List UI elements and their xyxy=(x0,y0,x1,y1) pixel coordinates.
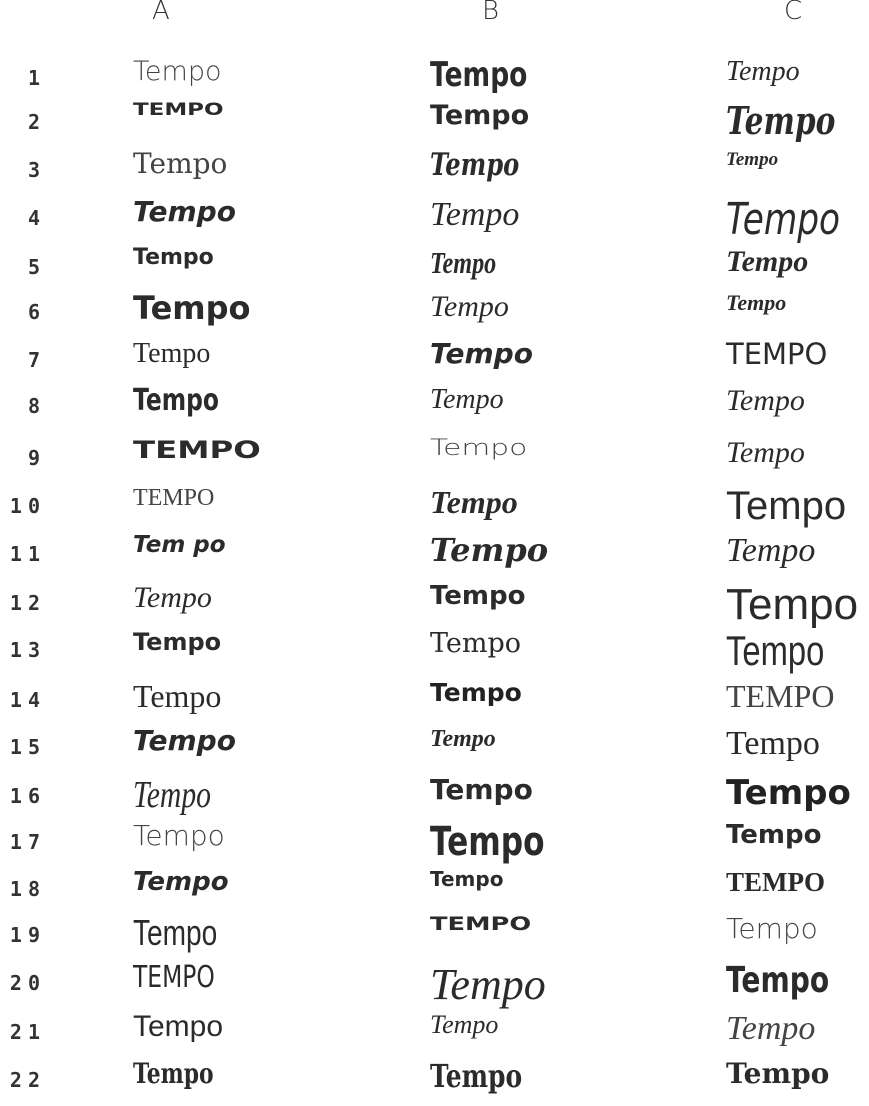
font-sample-b: Tempo xyxy=(430,1010,499,1039)
font-row xyxy=(0,724,869,773)
font-row xyxy=(0,438,869,484)
font-sample-b: Tempo xyxy=(430,581,526,611)
font-sample-b: Tempo xyxy=(430,196,520,233)
font-sample-a: TEMPO xyxy=(133,960,215,995)
font-sample-a: Tempo xyxy=(133,1010,224,1043)
row-number: 1 xyxy=(27,66,46,90)
font-sample-a: Tempo xyxy=(133,678,222,714)
font-row xyxy=(0,1057,869,1106)
font-sample-c: Tempo xyxy=(726,194,841,245)
font-sample-a: Tempo xyxy=(133,774,211,816)
font-sample-a: Tempo xyxy=(133,383,219,418)
font-sample-c: Tempo xyxy=(726,245,809,278)
row-number: 6 xyxy=(27,300,46,324)
font-row xyxy=(0,869,869,915)
font-sample-c: Tempo xyxy=(726,725,820,762)
font-sample-a: Tem po xyxy=(133,532,226,558)
font-sample-b: Tempo xyxy=(430,773,533,806)
font-sample-c: Tempo xyxy=(726,484,847,528)
font-row xyxy=(0,337,869,386)
font-row xyxy=(0,912,869,961)
font-sample-c: Tempo xyxy=(726,436,805,469)
font-sample-b: Tempo xyxy=(430,245,497,280)
font-sample-c: Tempo xyxy=(726,960,830,1001)
font-sample-b: Tempo xyxy=(430,100,530,131)
font-sample-c: Tempo xyxy=(726,1010,816,1047)
font-sample-b: Tempo xyxy=(430,1057,523,1095)
font-row xyxy=(0,486,869,532)
font-sample-a: Tempo xyxy=(133,628,222,656)
row-number: 4 xyxy=(27,206,46,230)
font-sample-c: Tempo xyxy=(726,149,779,170)
row-number: 21 xyxy=(9,1020,46,1044)
row-number: 3 xyxy=(27,158,46,182)
font-sample-b: Tempo xyxy=(430,726,496,752)
font-sample-a: Tempo xyxy=(133,912,218,953)
row-number: 8 xyxy=(27,394,46,418)
font-sample-b: Tempo xyxy=(430,678,522,707)
font-sample-a: Tempo xyxy=(133,245,214,270)
font-sample-a: TEMPO xyxy=(133,436,261,464)
font-sample-c: TEMPO xyxy=(726,678,835,714)
row-number: 11 xyxy=(9,542,46,566)
font-row xyxy=(0,773,869,822)
font-row xyxy=(0,1012,869,1058)
font-sample-b: Tempo xyxy=(430,960,546,1009)
font-sample-a: Tempo xyxy=(133,724,236,757)
row-number: 22 xyxy=(9,1068,46,1092)
font-sample-c: Tempo xyxy=(726,532,816,569)
font-sample-a: Tempo xyxy=(133,289,251,327)
font-sample-a: TEMPO xyxy=(133,100,224,120)
font-sample-c: Tempo xyxy=(726,627,825,674)
row-number: 9 xyxy=(27,446,46,470)
font-sample-c: Tempo xyxy=(726,98,836,143)
row-number: 15 xyxy=(9,735,46,759)
font-row xyxy=(0,960,869,1009)
font-sample-b: Tempo xyxy=(430,867,504,891)
column-header-b: B xyxy=(482,0,500,26)
font-sample-b: Tempo xyxy=(430,55,528,95)
row-number: 5 xyxy=(27,255,46,279)
font-sample-c: TEMPO xyxy=(726,337,828,371)
font-sample-c: Tempo xyxy=(726,580,859,629)
row-number: 18 xyxy=(9,877,46,901)
font-sample-c: Tempo xyxy=(726,384,805,417)
row-number: 10 xyxy=(9,494,46,518)
font-sample-c: Tempo xyxy=(726,773,851,813)
font-row xyxy=(0,383,869,432)
font-sample-a: Tempo xyxy=(133,195,236,228)
font-row xyxy=(0,247,869,293)
font-sample-b: Tempo xyxy=(430,531,549,569)
font-sample-a: Tempo xyxy=(133,819,225,852)
font-sample-b: TEMPO xyxy=(430,913,532,935)
font-sample-c: Tempo xyxy=(726,290,787,315)
font-sample-a: Tempo xyxy=(133,56,222,87)
font-sample-c: Tempo xyxy=(726,56,800,87)
font-sample-c: Tempo xyxy=(726,820,822,850)
font-row xyxy=(0,531,869,580)
font-row xyxy=(0,580,869,629)
font-sample-a: Tempo xyxy=(133,147,228,180)
row-number: 14 xyxy=(9,688,46,712)
column-header-a: A xyxy=(152,0,170,26)
font-sample-b: Tempo xyxy=(430,384,504,415)
font-sample-a: Tempo xyxy=(133,867,229,897)
font-row xyxy=(0,98,869,148)
font-sample-c: Tempo xyxy=(726,912,818,945)
font-row xyxy=(0,680,869,726)
row-number: 12 xyxy=(9,591,46,615)
font-sample-a: TEMPO xyxy=(133,485,215,511)
font-sample-a: Tempo xyxy=(133,338,211,369)
font-row xyxy=(0,819,869,868)
font-sample-b: Tempo xyxy=(430,484,518,520)
font-sample-a: Tempo xyxy=(133,1057,214,1090)
font-sample-b: Tempo xyxy=(430,628,522,659)
row-number: 2 xyxy=(27,110,46,134)
row-number: 16 xyxy=(9,784,46,808)
font-row xyxy=(0,147,869,196)
font-sample-b: Tempo xyxy=(430,436,528,461)
font-sample-b: Tempo xyxy=(430,147,520,183)
font-sample-a: Tempo xyxy=(133,581,212,614)
column-header-c: C xyxy=(784,0,803,26)
font-row xyxy=(0,627,869,676)
font-sample-b: Tempo xyxy=(430,337,533,370)
font-sample-b: Tempo xyxy=(430,290,509,323)
row-number: 13 xyxy=(9,638,46,662)
row-number: 17 xyxy=(9,830,46,854)
row-number: 20 xyxy=(9,971,46,995)
font-row xyxy=(0,289,869,338)
font-row xyxy=(0,194,869,245)
font-sample-b: Tempo xyxy=(430,819,545,865)
row-number: 19 xyxy=(9,923,46,947)
row-number: 7 xyxy=(27,348,46,372)
font-sample-c: TEMPO xyxy=(726,867,825,897)
font-sample-c: Tempo xyxy=(726,1057,830,1090)
